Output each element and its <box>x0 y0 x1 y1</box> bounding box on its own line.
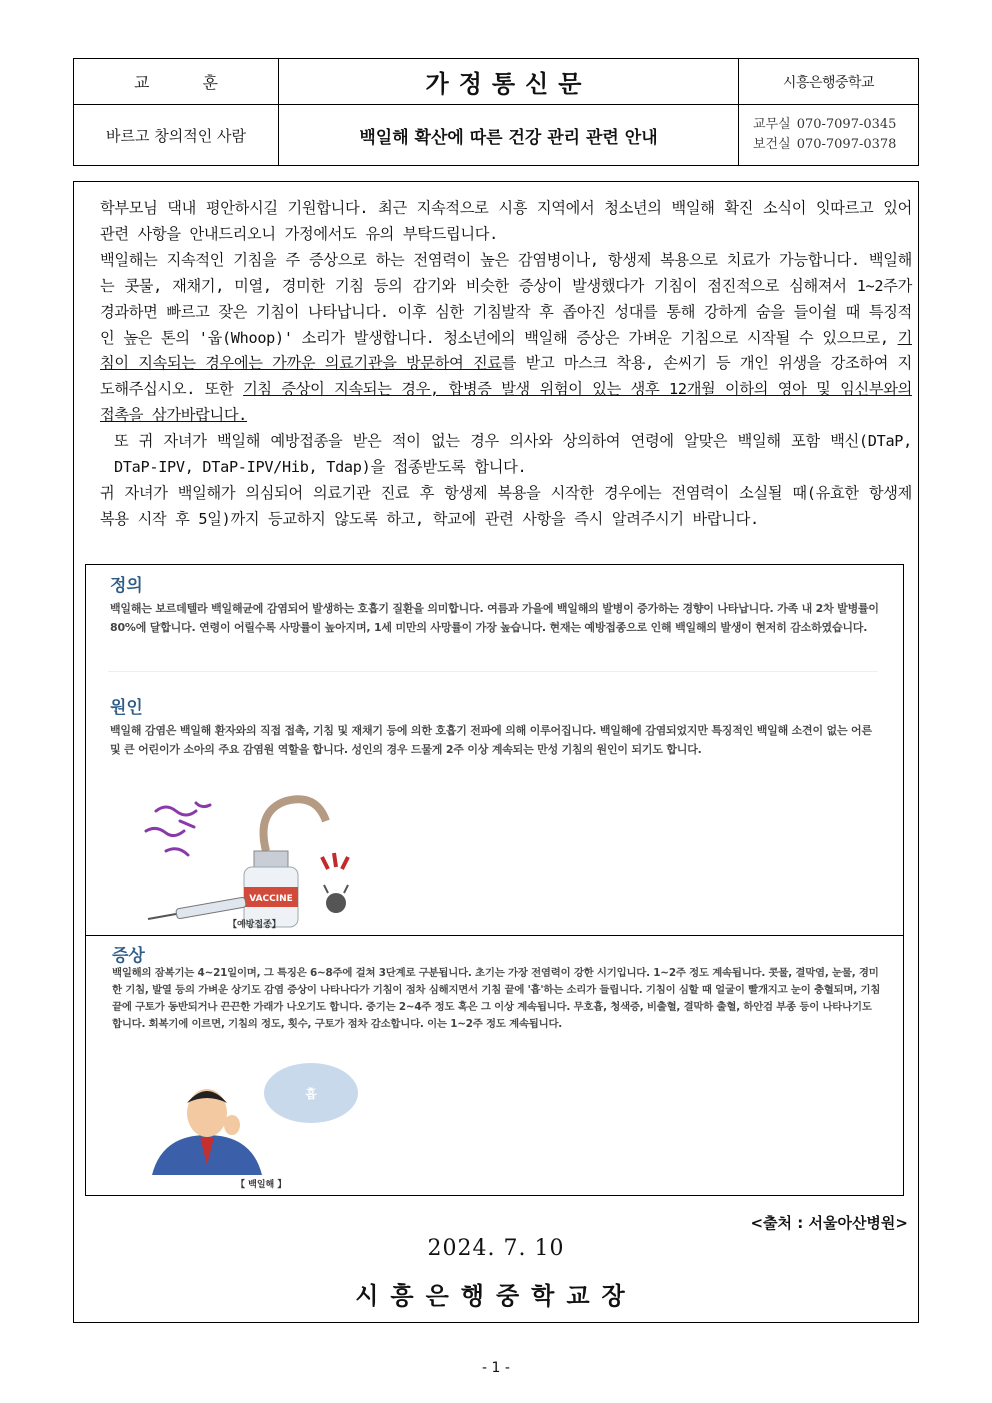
contact-row <box>753 115 902 135</box>
intro-paragraph: 학부모님 댁내 평안하시길 기원합니다. 최근 지속적으로 시흥 지역에서 청소년의 백일해 확진 소식이 잇따르고 있어 관련 사항을 안내드리오니 가정에서도 유의 부탁드립니다. <box>100 199 912 243</box>
text-span: 를 받고 마스크 착용, 손씨기 등 개인 위생을 강조하여 지도해주십시오. 또한 <box>100 354 912 399</box>
underlined-text: 기침이 지속되는 경우에는 가까운 의료기관을 방문하여 진료 <box>100 328 912 373</box>
germ-devil-icon <box>322 853 348 913</box>
speech-bubble: 흡 <box>264 1063 358 1123</box>
contact-label: 보건실 <box>753 137 791 152</box>
hand-icon <box>224 1115 240 1135</box>
notice-subtitle: 백일해 확산에 따른 건강 관리 관련 안내 <box>279 105 739 165</box>
contact-row <box>753 135 902 155</box>
main-content <box>73 181 919 1323</box>
syringe-icon <box>148 897 246 919</box>
contact-info <box>739 105 918 165</box>
definition-title: 정의 <box>110 576 143 596</box>
underlined-text: 기침 증상이 지속되는 경우, 합병증 발생 위험이 있는 생후 12개월 이하의 영아 및 임신부와의 접촉을 삼가바랍니다. <box>100 380 912 425</box>
vaccine-caption: 【예방접종】 <box>228 920 281 930</box>
cough-caption: 【 백일해 】 <box>236 1180 287 1190</box>
principal-signature: 시흥은행중학교장 <box>355 1281 637 1310</box>
info-panel <box>85 564 904 1196</box>
bacteria-icon <box>146 803 210 855</box>
intro-paragraph <box>100 248 912 429</box>
vaccine-bottle-icon <box>244 851 298 927</box>
page-title: 가정통신문 <box>279 59 739 105</box>
definition-text: 백일해는 보르데텔라 백일해균에 감염되어 발생하는 호흡기 질환을 의미합니다. 여름과 가을에 백일해의 발병이 증가하는 경향이 나타납니다. 가족 내 2차 발병률이 80%에 달합니다. 연령이 어릴수록 사망률이 높아지며, 1세 미만의 사망률이 가장 높습니다. 현재는 예방접종으로 인해 백일해의 발생이 현저히 감소하였습니다. <box>110 602 879 634</box>
coughing-man-illustration <box>142 1085 272 1175</box>
notice-date: 2024. 7. 10 <box>427 1236 565 1261</box>
symptom-title: 증상 <box>112 946 145 966</box>
text-span: 백일해는 지속적인 기침을 주 증상으로 하는 전염력이 높은 감염병이나, 항생제 복용으로 치료가 가능합니다. 백일해는 콧물, 재채기, 미열, 경미한 기침 등의 감기와 비슷한 증상이 발생했다가 기침이 점진적으로 심해져서 1~2주가 경과하면 빠르고 잦은 기침이 나타납니다. 이후 심한 기침발작 후 좁아진 성대를 통해 강하게 숨을 들이쉴 때 특징적인 높은 톤의 '웁(Whoop)' 소리가 발생합니다. 청소년에의 백일해 증상은 가벼운 기침으로 시작될 수 있으므로, <box>100 250 912 347</box>
vaccine-illustration <box>136 791 376 931</box>
intro-paragraph: 귀 자녀가 백일해가 의심되어 의료기관 진료 후 항생제 복용을 시작한 경우에는 전염력이 소실될 때(유효한 항생제 복용 시작 후 5일)까지 등교하지 않도록 하고, 학교에 관련 사항을 즉시 알려주시기 바랍니다. <box>100 483 912 528</box>
source-note: <출처 : 서울아산병원> <box>750 1214 908 1232</box>
tube-icon <box>264 799 327 851</box>
cause-title: 원인 <box>110 698 143 718</box>
motto-label: 교 훈 <box>74 59 279 105</box>
contact-phone: 070-7097-0378 <box>796 137 897 152</box>
school-name: 시흥은행중학교 <box>739 59 918 105</box>
cause-text: 백일해 감염은 백일해 환자와의 직접 접촉, 기침 및 재채기 등에 의한 호흡기 전파에 의해 이루어집니다. 백일해에 감염되었지만 특징적인 백일해 소견이 없는 어른 및 큰 어린이가 소아의 주요 감염원 역할을 합니다. 성인의 경우 드물게 2주 이상 계속되는 만성 기침의 원인이 되기도 합니다. <box>110 724 872 756</box>
school-motto: 바르고 창의적인 사람 <box>74 105 279 165</box>
section-divider <box>86 935 903 936</box>
intro-text <box>100 196 912 533</box>
page-number: - 1 - <box>482 1360 510 1376</box>
intro-paragraph: 또 귀 자녀가 백일해 예방접종을 받은 적이 없는 경우 의사와 상의하여 연령에 알맞은 백일해 포함 백신(DTaP, DTaP-IPV, DTaP-IPV/Hib, Tdap)을 접종받도록 합니다. <box>114 432 912 477</box>
header-table <box>73 58 919 166</box>
vaccine-label: VACCINE <box>249 894 293 904</box>
contact-label: 교무실 <box>753 117 791 132</box>
divider <box>108 671 878 672</box>
contact-phone: 070-7097-0345 <box>796 117 897 132</box>
symptom-text: 백일해의 잠복기는 4~21일이며, 그 특징은 6~8주에 걸쳐 3단계로 구분됩니다. 초기는 가장 전염력이 강한 시기입니다. 1~2주 정도 계속됩니다. 콧물, 결막염, 눈물, 경미한 기침, 발열 등의 가벼운 상기도 감염 증상이 나타나다가 기침이 점차 심해지면서 기침 끝에 '흡'하는 소리가 들립니다. 기침이 심할 때 얼굴이 빨개지고 눈이 충혈되며, 기침 끝에 구토가 동반되거나 끈끈한 가래가 나오기도 합니다. 중기는 2~4주 정도 혹은 그 이상 계속됩니다. 무호흡, 청색증, 비출혈, 결막하 출혈, 하안검 부종 등이 나타나기도 합니다. 회복기에 이르면, 기침의 정도, 횟수, 구토가 점차 감소합니다. 이는 1~2주 정도 계속됩니다. <box>112 967 881 1030</box>
